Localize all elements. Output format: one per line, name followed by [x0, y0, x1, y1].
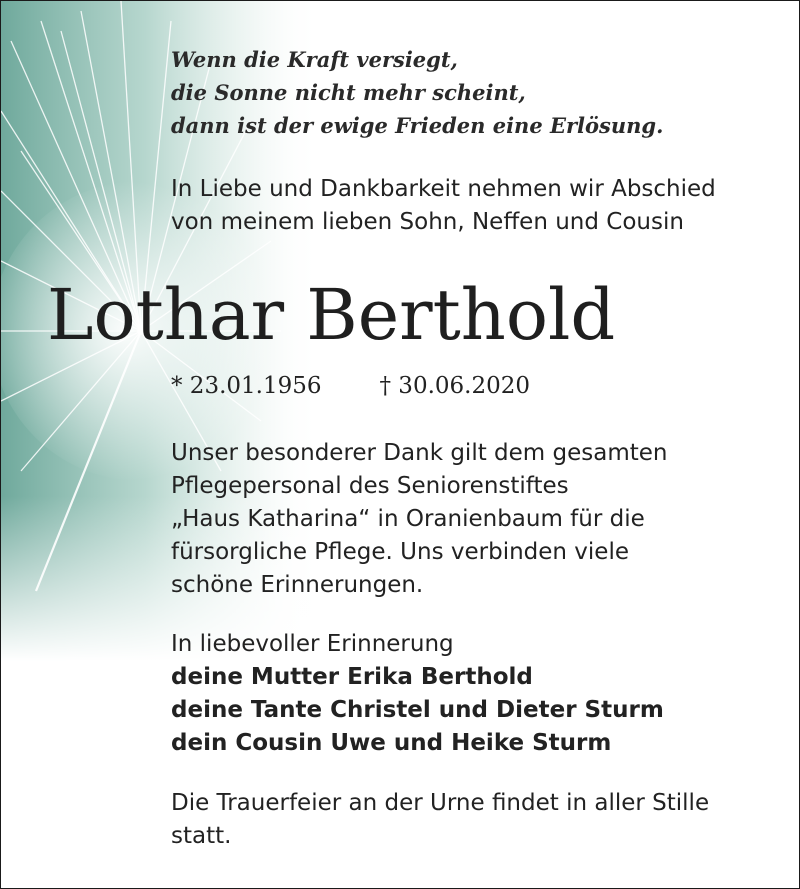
poem-line: die Sonne nicht mehr scheint, [171, 80, 526, 105]
poem [171, 43, 781, 142]
death-date: † 30.06.2020 [379, 373, 530, 399]
birth-date: * 23.01.1956 [171, 373, 322, 399]
deceased-name: Lothar Berthold [47, 274, 616, 356]
intro-line: von meinem lieben Sohn, Neffen und Cousin [171, 209, 684, 235]
mourner-name: dein Cousin Uwe und Heike Sturm [171, 730, 612, 756]
thanks-line: fürsorgliche Pflege. Uns verbinden viele [171, 539, 630, 565]
ceremony-line: statt. [171, 823, 232, 849]
poem-line: Wenn die Kraft versiegt, [171, 47, 458, 72]
intro-line: In Liebe und Dankbarkeit nehmen wir Abschied [171, 176, 716, 202]
farewell-intro [171, 173, 781, 239]
thanks-line: schöne Erinnerungen. [171, 572, 424, 598]
mourner-name: deine Tante Christel und Dieter Sturm [171, 697, 664, 723]
poem-line: dann ist der ewige Frieden eine Erlösung. [171, 113, 664, 138]
thanks-line: „Haus Katharina“ in Oranienbaum für die [171, 506, 645, 532]
thanks-line: Unser besonderer Dank gilt dem gesamten [171, 440, 668, 466]
mourner-name: deine Mutter Erika Berthold [171, 664, 533, 690]
ceremony-note [171, 787, 781, 853]
memory-section [171, 628, 781, 760]
thanks-paragraph [171, 437, 781, 602]
memory-heading: In liebevoller Erinnerung [171, 631, 454, 657]
life-dates [171, 369, 530, 403]
thanks-line: Pflegepersonal des Seniorenstiftes [171, 473, 569, 499]
ceremony-line: Die Trauerfeier an der Urne findet in aller Stille [171, 790, 710, 816]
notice-content [1, 1, 800, 889]
